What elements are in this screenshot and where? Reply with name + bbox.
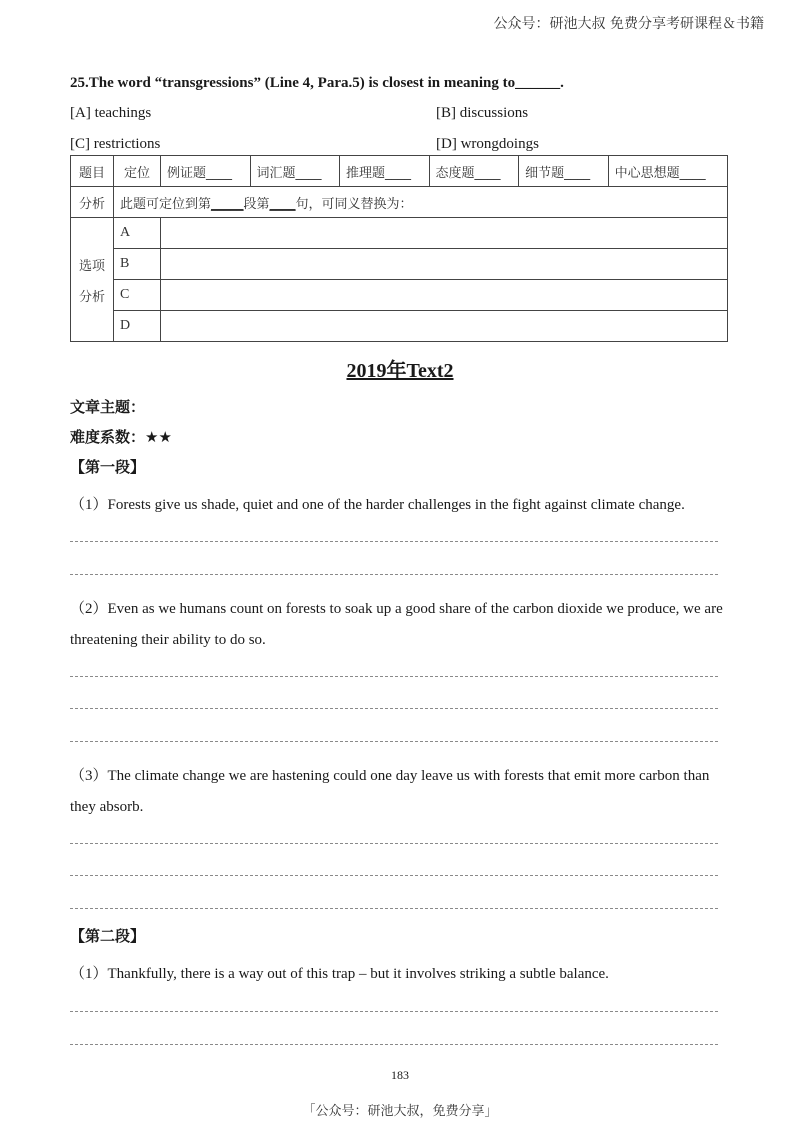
answer-line — [70, 708, 718, 709]
answer-line — [70, 574, 718, 575]
question-title: 25.The word “transgressions” (Line 4, Para.5) is closest in meaning to______. — [70, 75, 564, 91]
difficulty-label: 难度系数：★★ — [70, 428, 172, 446]
type-cell: 词汇题____ — [250, 156, 340, 187]
answer-line — [70, 741, 718, 742]
option-c: [C] restrictions — [70, 136, 161, 152]
label-line: 分析 — [78, 289, 105, 305]
row-label: 题目 — [71, 156, 114, 187]
page-footer: 「公众号：研池大叔，免费分享」 — [302, 1104, 498, 1119]
analysis-table — [70, 155, 728, 342]
page-number: 183 — [391, 1068, 409, 1082]
paragraph-1-label: 【第一段】 — [70, 458, 146, 476]
option-answer-cell — [161, 311, 728, 342]
sentence-1-2: （2）Even as we humans count on forests to soak up a good share of the carbon dioxide we produce, we are threatening their ability to do so. — [70, 601, 723, 648]
location-row — [71, 187, 728, 218]
option-row — [71, 280, 728, 311]
option-analysis-label — [71, 218, 114, 342]
label-line: 选项 — [78, 258, 105, 274]
answer-line — [70, 1011, 718, 1012]
option-b: [B] discussions — [436, 105, 529, 121]
type-cell: 中心思想题____ — [608, 156, 727, 187]
answer-line — [70, 1044, 718, 1045]
sentence-1-3: （3）The climate change we are hastening could one day leave us with forests that emit more carbon than they absorb. — [70, 768, 710, 815]
option-letter: A — [114, 218, 161, 249]
option-answer-cell — [161, 218, 728, 249]
question-type-row — [71, 156, 728, 187]
location-text-part: 句，可同义替换为： — [295, 196, 413, 212]
answer-line — [70, 541, 718, 542]
paragraph-blank: _____ — [211, 196, 244, 212]
type-cell: 定位 — [114, 156, 161, 187]
option-letter: B — [114, 249, 161, 280]
answer-line — [70, 875, 718, 876]
sentence-blank: ____ — [269, 196, 296, 212]
sentence-2-1: （1）Thankfully, there is a way out of this trap – but it involves striking a subtle balance. — [70, 966, 609, 982]
sentence-1-1: （1）Forests give us shade, quiet and one of the harder challenges in the fight against climate change. — [70, 497, 685, 513]
option-a: [A] teachings — [70, 105, 152, 121]
option-answer-cell — [161, 249, 728, 280]
location-text-part: 段第 — [243, 196, 270, 212]
location-text-part: 此题可定位到第 — [120, 196, 212, 212]
option-letter: C — [114, 280, 161, 311]
option-answer-cell — [161, 280, 728, 311]
location-text — [114, 187, 728, 218]
page-header: 公众号：研池大叔 免费分享考研课程＆书籍 — [493, 16, 764, 32]
row-label: 分析 — [71, 187, 114, 218]
type-cell: 推理题____ — [340, 156, 430, 187]
answer-line — [70, 908, 718, 909]
answer-line — [70, 676, 718, 677]
option-row — [71, 311, 728, 342]
section-title: 2019年Text2 — [346, 360, 454, 382]
option-row — [71, 218, 728, 249]
paragraph-2-label: 【第二段】 — [70, 927, 146, 945]
type-cell: 态度题____ — [429, 156, 519, 187]
answer-line — [70, 843, 718, 844]
option-letter: D — [114, 311, 161, 342]
theme-label: 文章主题： — [70, 398, 146, 416]
option-d: [D] wrongdoings — [436, 136, 539, 152]
type-cell: 细节题____ — [519, 156, 609, 187]
option-row — [71, 249, 728, 280]
type-cell: 例证题____ — [161, 156, 251, 187]
